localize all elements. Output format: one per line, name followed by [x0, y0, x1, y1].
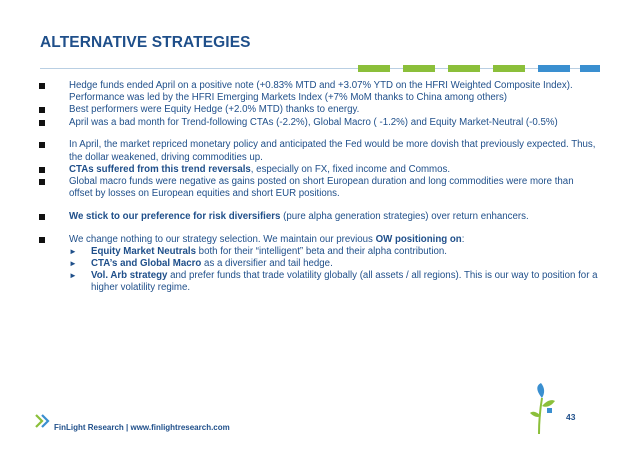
sub-bullet-item	[38, 258, 598, 270]
bullet-text: April was a bad month for Trend-following CTAs (-2.2%), Global Macro ( -1.2%) and Equity Market-Neutral (-0.5%)	[69, 116, 558, 128]
divider-block	[403, 65, 435, 72]
bullet-item	[38, 80, 598, 104]
bullet-bold-text: We stick to our preference for risk diversifiers	[69, 210, 281, 222]
sub-bullet-item	[38, 270, 598, 294]
leaf-decoration-icon	[525, 380, 565, 438]
bullet-text: (pure alpha generation strategies) over return enhancers.	[280, 210, 529, 222]
bullet-item	[38, 211, 598, 223]
footer-text: FinLight Research | www.finlightresearch.com	[54, 423, 230, 432]
square-bullet-icon	[39, 120, 45, 126]
arrow-bullet-icon: ►	[69, 271, 77, 281]
bullet-text: Best performers were Equity Hedge (+2.0% MTD) thanks to energy.	[69, 104, 360, 116]
square-bullet-icon	[39, 214, 45, 220]
square-bullet-icon	[39, 167, 45, 173]
page-title: ALTERNATIVE STRATEGIES	[40, 34, 251, 51]
bullet-text: Hedge funds ended April on a positive note (+0.83% MTD and +3.07% YTD on the HFRI Weighted Composite Index). Performance was led by the HFRI Emerging Markets Index (+7% MoM thanks to China among others)	[69, 80, 573, 104]
square-bullet-icon	[39, 107, 45, 113]
page-number: 43	[566, 412, 576, 422]
bullet-item	[38, 176, 598, 200]
divider-block	[493, 65, 525, 72]
bullet-item	[38, 139, 598, 163]
divider-block	[448, 65, 480, 72]
bullet-item	[38, 234, 598, 246]
square-bullet-icon	[39, 142, 45, 148]
square-bullet-icon	[39, 179, 45, 185]
bullet-text: , especially on FX, fixed income and Commos.	[250, 163, 451, 175]
bullet-text: In April, the market repriced monetary policy and anticipated the Fed would be more dovish that previously expected. Thus, the dollar weakened, driving commodities up.	[69, 139, 596, 163]
chevrons-logo-icon	[34, 414, 54, 428]
arrow-bullet-icon: ►	[69, 246, 77, 256]
sub-bullet-item	[38, 246, 598, 258]
bullet-item	[38, 164, 598, 176]
sub-bullet-bold-text: Equity Market Neutrals	[91, 245, 196, 257]
arrow-bullet-icon: ►	[69, 258, 77, 268]
sub-bullet-text: as a diversifier and tail hedge.	[201, 257, 333, 269]
bullet-text: Global macro funds were negative as gains posted on short European duration and long commodities were more than offset by losses on European equities and short EUR positions.	[69, 175, 574, 200]
square-bullet-icon	[39, 83, 45, 89]
square-bullet-icon	[39, 237, 45, 243]
bullet-text: :	[461, 233, 465, 245]
bullet-item	[38, 104, 598, 116]
sub-bullet-bold-text: Vol. Arb strategy	[91, 270, 168, 282]
bullet-text: We change nothing to our strategy selection. We maintain our previous	[69, 233, 376, 245]
bullet-bold-text: CTAs suffered from this trend reversals	[69, 163, 251, 175]
bullet-item	[38, 117, 598, 129]
sub-bullet-text: and prefer funds that trade volatility globally (all assets / all regions). This is our way to position for a higher volatility regime.	[91, 270, 598, 294]
divider-block	[358, 65, 390, 72]
divider-block	[538, 65, 570, 72]
divider-block	[580, 65, 600, 72]
sub-bullet-bold-text: CTA’s and Global Macro	[91, 257, 202, 269]
bullet-bold-text: OW positioning on	[375, 233, 462, 245]
slide-content	[38, 80, 598, 295]
sub-bullet-text: both for their “intelligent” beta and their alpha contribution.	[195, 245, 447, 257]
title-divider	[40, 65, 600, 73]
